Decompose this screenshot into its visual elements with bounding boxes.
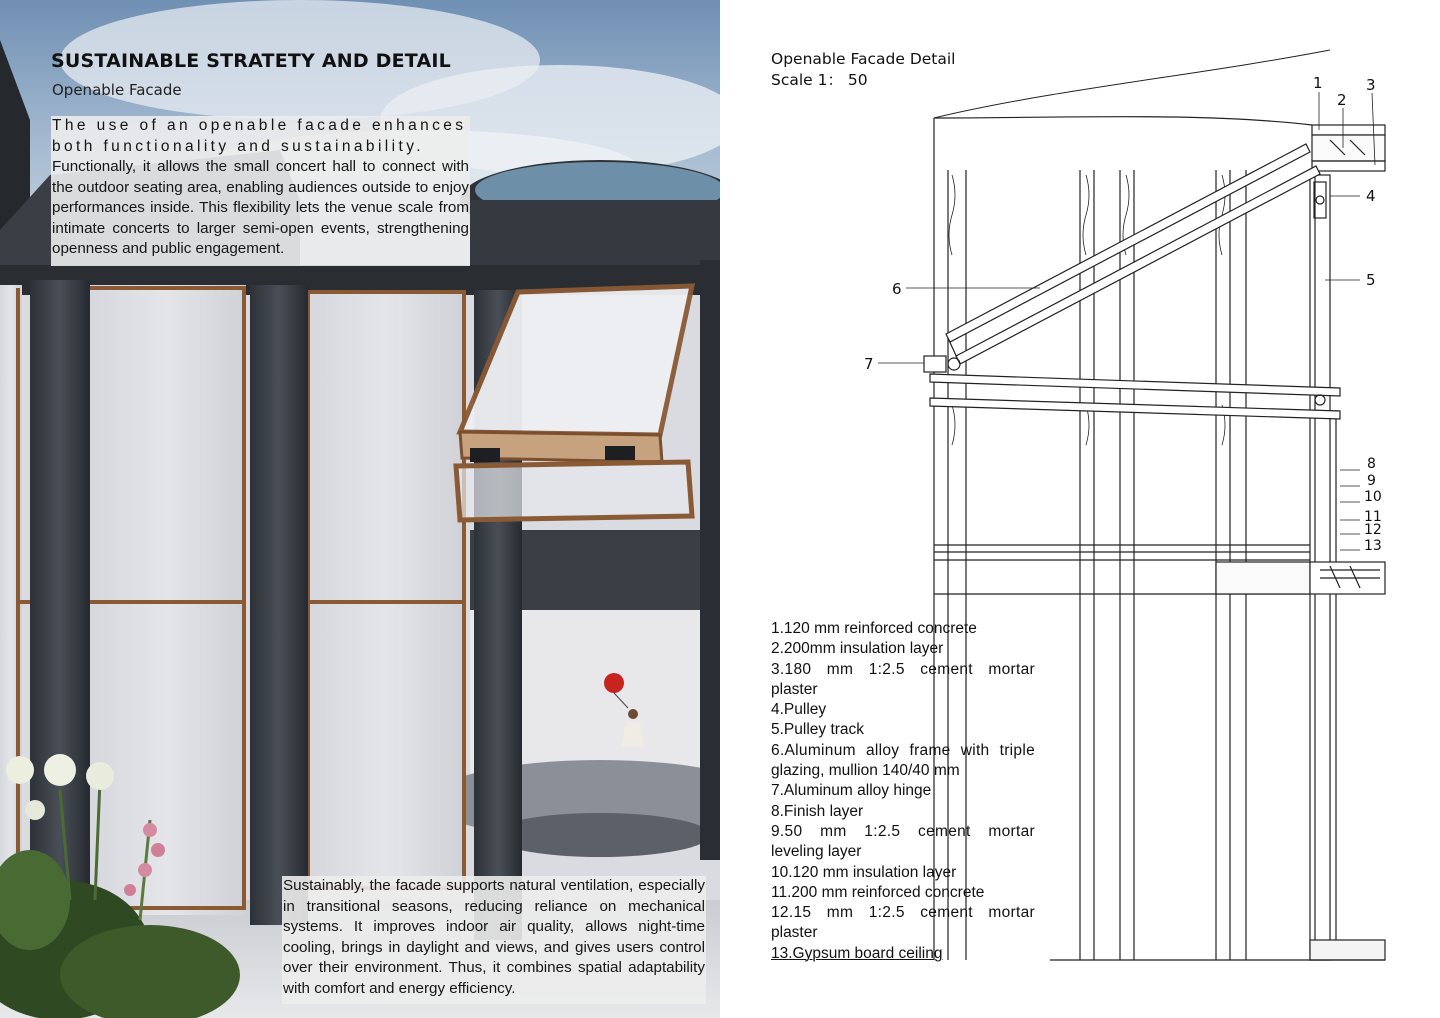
callout-8: 8	[1367, 456, 1376, 472]
legend-item: 8.Finish layer	[771, 802, 864, 820]
legend-item: 11.200 mm reinforced concrete	[771, 883, 985, 901]
callout-10: 10	[1364, 489, 1382, 505]
legend-item: 3.180 mm 1:2.5 cement mortar	[771, 660, 1035, 678]
intro-paragraph: Functionally, it allows the small concert hall to connect with the outdoor seating area, enabling audiences outside to enjoy performances inside. This flexibility lets the venue scale from intimate concerts to larger semi-open events, strengthening openness and public engagement.	[52, 158, 469, 257]
callout-5: 5	[1366, 271, 1376, 289]
legend-item: glazing, mullion 140/40 mm	[771, 762, 960, 780]
callout-7: 7	[864, 355, 874, 373]
legend-item: 4.Pulley	[771, 701, 827, 719]
sustainability-text-box	[282, 876, 706, 1004]
legend-item: 13.Gypsum board ceiling	[771, 944, 943, 962]
callout-4: 4	[1366, 187, 1376, 205]
intro-line-2: both functionality and sustainability.	[52, 137, 424, 155]
callout-13: 13	[1364, 538, 1382, 554]
callout-11: 11	[1364, 509, 1382, 525]
callout-3: 3	[1366, 76, 1376, 94]
legend-item: plaster	[771, 924, 818, 942]
sustainability-paragraph: Sustainably, the facade supports natural ventilation, especially in transitional seasons, reducing reliance on mechanical systems. It improves indoor air quality, allows night-time cooling, brings in daylight and views, and gives users control over their environment. Thus, it combines spatial adaptability with comfort and energy efficiency.	[283, 877, 705, 997]
detail-scale: Scale 1： 50	[771, 71, 868, 89]
callout-9: 9	[1367, 473, 1376, 489]
detail-title: Openable Facade Detail	[771, 50, 956, 68]
material-legend	[771, 619, 1035, 964]
callout-12: 12	[1364, 522, 1382, 538]
legend-item: 6.Aluminum alloy frame with triple	[771, 741, 1035, 759]
legend-item: 5.Pulley track	[771, 721, 865, 739]
legend-item: 10.120 mm insulation layer	[771, 863, 957, 881]
legend-item: 12.15 mm 1:2.5 cement mortar	[771, 904, 1035, 922]
legend-item: 2.200mm insulation layer	[771, 640, 944, 658]
legend-item: 7.Aluminum alloy hinge	[771, 782, 932, 800]
legend-item: plaster	[771, 680, 818, 698]
page-subtitle: Openable Facade	[52, 81, 182, 99]
legend-item: leveling layer	[771, 843, 862, 861]
intro-text-box	[51, 116, 470, 266]
callout-6: 6	[892, 280, 902, 298]
intro-line-1: The use of an openable facade enhances	[52, 117, 467, 134]
page-title: SUSTAINABLE STRATETY AND DETAIL	[51, 50, 451, 72]
legend-item: 9.50 mm 1:2.5 cement mortar	[771, 822, 1035, 840]
callout-2: 2	[1337, 91, 1347, 109]
legend-item: 1.120 mm reinforced concrete	[771, 620, 977, 637]
callout-1: 1	[1313, 74, 1323, 92]
